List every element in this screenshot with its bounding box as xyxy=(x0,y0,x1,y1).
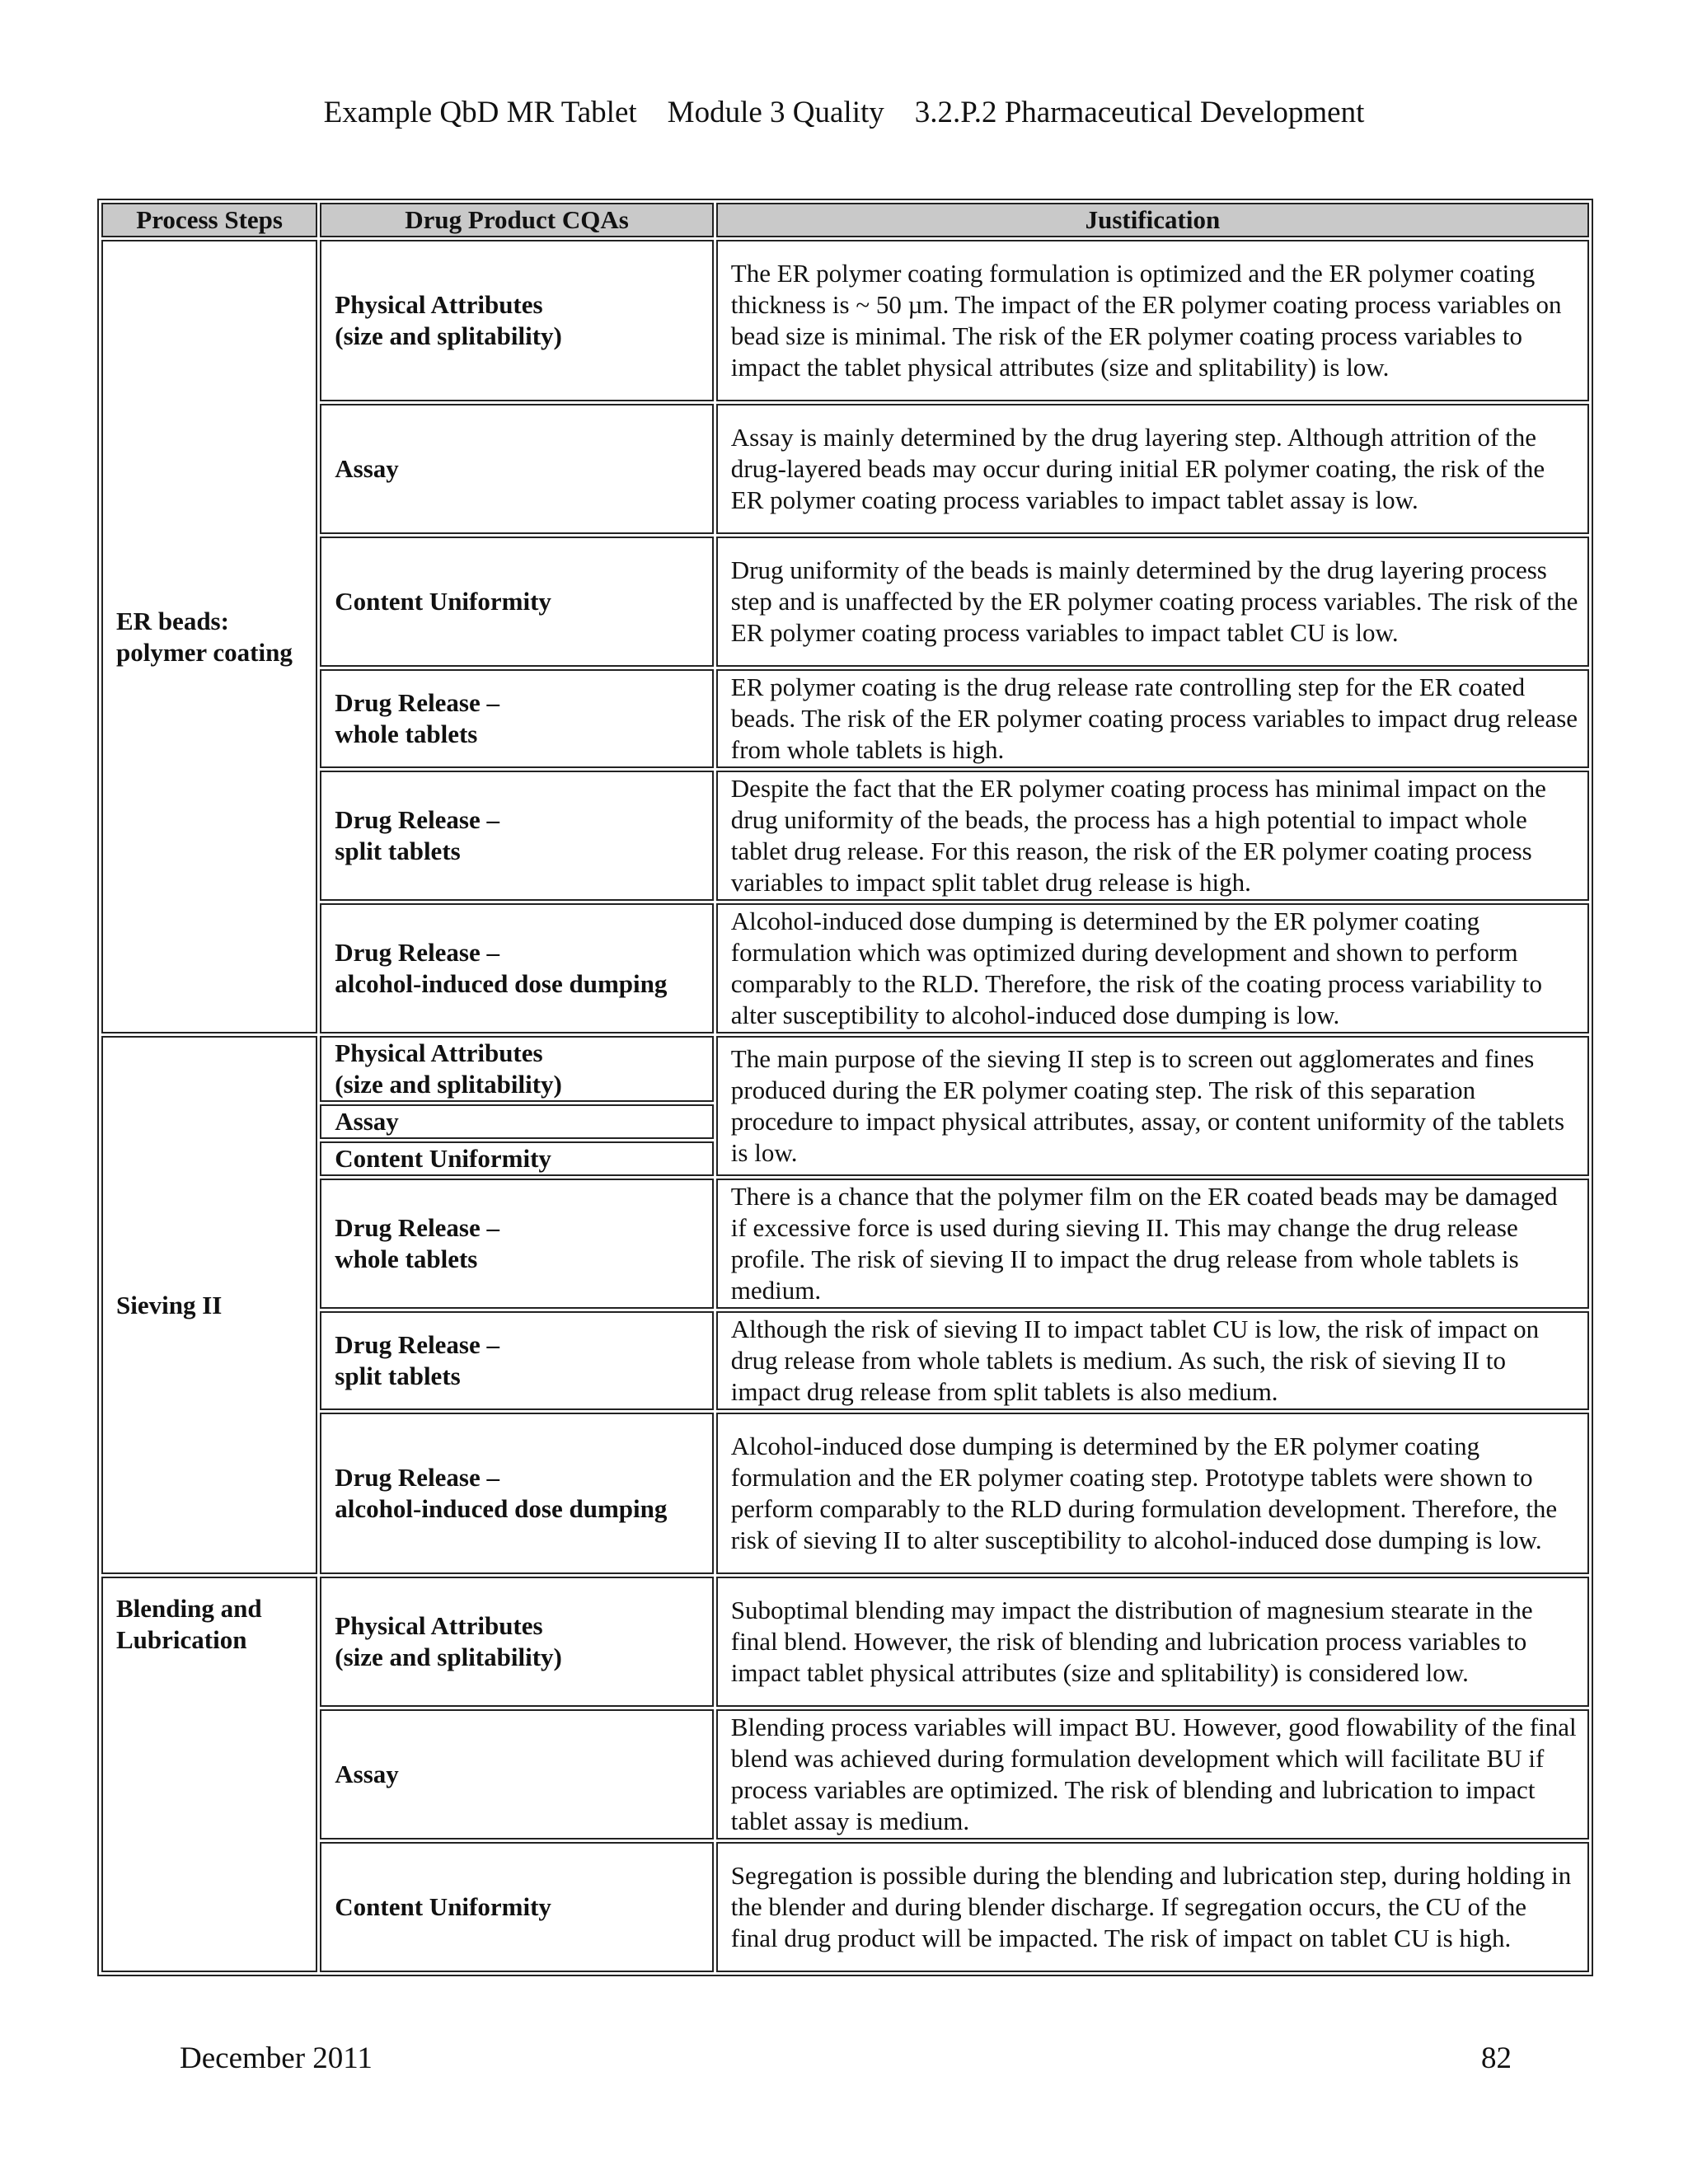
page-header: Example QbD MR Tablet Module 3 Quality 3.2.P.2 Pharmaceutical Development xyxy=(323,96,1365,129)
cqa-cell: Drug Release – alcohol-induced dose dumping xyxy=(320,903,714,1033)
table-row xyxy=(101,1842,1589,1972)
justification-cell: Assay is mainly determined by the drug layering step. Although attrition of the drug-layered beads may occur during initial ER polymer coating, the risk of the ER polymer coating process variables to impact tablet assay is low. xyxy=(716,404,1589,534)
justification-cell: ER polymer coating is the drug release rate controlling step for the ER coated beads. The risk of the ER polymer coating process variables to impact drug release from whole tablets is high. xyxy=(716,669,1589,768)
justification-cell: Although the risk of sieving II to impact tablet CU is low, the risk of impact on drug release from whole tablets is medium. As such, the risk of sieving II to impact drug release from split tablets is also medium. xyxy=(716,1311,1589,1410)
justification-cell: Despite the fact that the ER polymer coating process has minimal impact on the drug uniformity of the beads, the process has a high potential to impact whole tablet drug release. For this reason, the risk of the ER polymer coating process variables to impact split tablet drug release is high. xyxy=(716,771,1589,901)
cqa-cell: Assay xyxy=(320,1709,714,1840)
cqa-cell: Drug Release – split tablets xyxy=(320,771,714,901)
table-row xyxy=(101,537,1589,667)
cqa-risk-table-container xyxy=(97,199,1593,1976)
cqa-cell: Physical Attributes (size and splitability) xyxy=(320,1577,714,1707)
table-row xyxy=(101,240,1589,401)
table-row xyxy=(101,1036,1589,1102)
table-row xyxy=(101,771,1589,901)
cqa-cell: Assay xyxy=(320,404,714,534)
cqa-cell: Content Uniformity xyxy=(320,537,714,667)
table-row xyxy=(101,669,1589,768)
cqa-cell: Drug Release – split tablets xyxy=(320,1311,714,1410)
process-step-er-beads: ER beads: polymer coating xyxy=(101,240,317,1033)
table-header-row xyxy=(101,203,1589,237)
cqa-cell: Content Uniformity xyxy=(320,1842,714,1972)
justification-cell: Blending process variables will impact BU. However, good flowability of the final blend was achieved during formulation development which will facilitate BU if process variables are optimized. The risk of blending and lubrication to impact tablet assay is medium. xyxy=(716,1709,1589,1840)
table-row xyxy=(101,404,1589,534)
process-step-blending-lubrication: Blending and Lubrication xyxy=(101,1577,317,1972)
cqa-cell: Physical Attributes (size and splitability) xyxy=(320,1036,714,1102)
justification-cell: Alcohol-induced dose dumping is determined by the ER polymer coating formulation which was optimized during development and shown to perform comparably to the RLD. Therefore, the risk of the coating process variability to alter susceptibility to alcohol-induced dose dumping is low. xyxy=(716,903,1589,1033)
table-row xyxy=(101,1577,1589,1707)
justification-cell: Suboptimal blending may impact the distribution of magnesium stearate in the final blend. However, the risk of blending and lubrication process variables to impact tablet physical attributes (size and splitability) is considered low. xyxy=(716,1577,1589,1707)
cqa-cell: Assay xyxy=(320,1104,714,1139)
cqa-cell: Content Uniformity xyxy=(320,1141,714,1176)
table-row xyxy=(101,1709,1589,1840)
footer-page-number: 82 xyxy=(1481,2041,1512,2075)
process-step-sieving-ii: Sieving II xyxy=(101,1036,317,1574)
justification-cell: There is a chance that the polymer film on the ER coated beads may be damaged if excessive force is used during sieving II. This may change the drug release profile. The risk of sieving II to impact the drug release from whole tablets is medium. xyxy=(716,1179,1589,1309)
cqa-risk-table xyxy=(97,199,1593,1976)
justification-cell: The ER polymer coating formulation is optimized and the ER polymer coating thickness is ~ 50 µm. The impact of the ER polymer coating process variables on bead size is minimal. The risk of the ER polymer coating process variables to impact the tablet physical attributes (size and splitability) is low. xyxy=(716,240,1589,401)
footer-date: December 2011 xyxy=(180,2041,373,2075)
column-header-process-steps: Process Steps xyxy=(101,203,317,237)
column-header-drug-product-cqas: Drug Product CQAs xyxy=(320,203,714,237)
justification-cell: Alcohol-induced dose dumping is determined by the ER polymer coating formulation and the ER polymer coating step. Prototype tablets were shown to perform comparably to the RLD during formulation development. Therefore, the risk of sieving II to alter susceptibility to alcohol-induced dose dumping is low. xyxy=(716,1413,1589,1574)
table-row xyxy=(101,1311,1589,1410)
justification-cell: Drug uniformity of the beads is mainly determined by the drug layering process step and is unaffected by the ER polymer coating process variables. The risk of the ER polymer coating process variables to impact tablet CU is low. xyxy=(716,537,1589,667)
table-row xyxy=(101,1179,1589,1309)
table-row xyxy=(101,903,1589,1033)
justification-cell-merged: The main purpose of the sieving II step is to screen out agglomerates and fines produced during the ER polymer coating step. The risk of this separation procedure to impact physical attributes, assay, or content uniformity of the tablets is low. xyxy=(716,1036,1589,1176)
cqa-cell: Drug Release – alcohol-induced dose dumping xyxy=(320,1413,714,1574)
cqa-cell: Drug Release – whole tablets xyxy=(320,669,714,768)
table-row xyxy=(101,1413,1589,1574)
column-header-justification: Justification xyxy=(716,203,1589,237)
justification-cell: Segregation is possible during the blending and lubrication step, during holding in the blender and during blender discharge. If segregation occurs, the CU of the final drug product will be impacted. The risk of impact on tablet CU is high. xyxy=(716,1842,1589,1972)
cqa-cell: Physical Attributes (size and splitability) xyxy=(320,240,714,401)
cqa-cell: Drug Release – whole tablets xyxy=(320,1179,714,1309)
